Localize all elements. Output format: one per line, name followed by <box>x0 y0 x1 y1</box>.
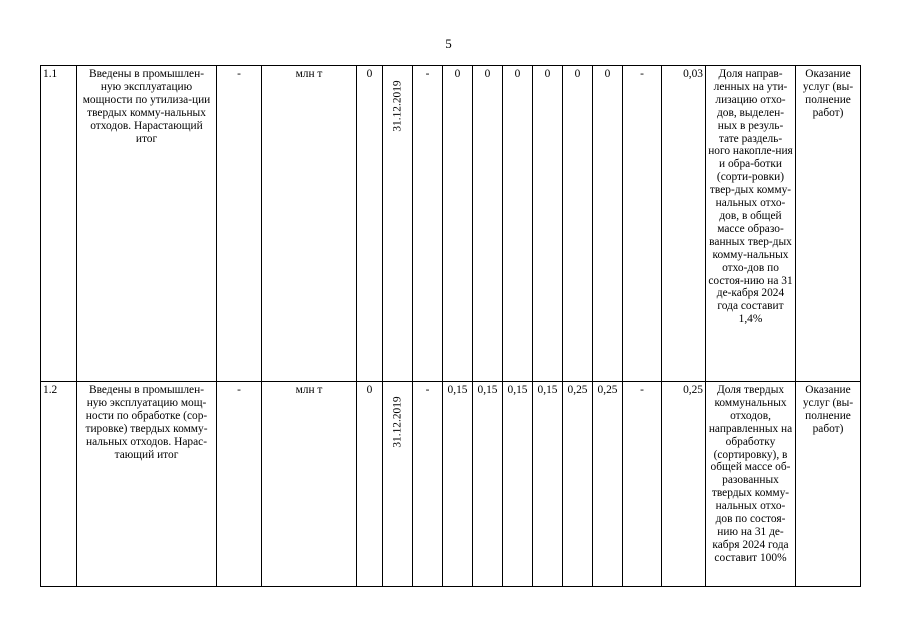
row-number: 1.2 <box>41 382 77 587</box>
row-number: 1.1 <box>41 66 77 382</box>
year-value: 0,15 <box>533 382 563 587</box>
year-value: 0,25 <box>563 382 593 587</box>
cell-dash: - <box>217 382 262 587</box>
cell-dash: - <box>217 66 262 382</box>
result-type: Оказание услуг (вы-полнение работ) <box>796 382 861 587</box>
base-value: 0 <box>357 66 383 382</box>
indicator-text: Доля направ-ленных на ути-лизацию отхо-дов, выделен-ных в резуль-тате раздель-ного накопле-ния и обра-ботки (сорти-ровки) твер-дых комму-нальных отхо-дов, в общей массе образо-ванных твер-дых комму-нальных отхо-дов по состоя-нию на 31 де-кабря 2024 года составит 1,4% <box>706 66 796 382</box>
year-value: 0,15 <box>473 382 503 587</box>
base-date-text: 31.12.2019 <box>391 80 404 132</box>
cell-dash: - <box>623 382 662 587</box>
base-date <box>383 66 413 382</box>
year-value: 0,25 <box>593 382 623 587</box>
base-date <box>383 382 413 587</box>
year-value: 0,15 <box>443 382 473 587</box>
base-value: 0 <box>357 382 383 587</box>
page-number: 5 <box>445 36 452 51</box>
result-type: Оказание услуг (вы-полнение работ) <box>796 66 861 382</box>
year-value: 0 <box>563 66 593 382</box>
target-value: 0,25 <box>662 382 706 587</box>
year-value: 0 <box>593 66 623 382</box>
table-row <box>41 382 861 587</box>
cell-dash: - <box>413 66 443 382</box>
cell-dash: - <box>623 66 662 382</box>
year-value: 0 <box>503 66 533 382</box>
year-value: 0 <box>473 66 503 382</box>
indicator-text: Доля твердых коммунальных отходов, направленных на обработку (сортировку), в общей массе об-разованных твердых комму-нальных отхо-дов по состоя-нию на 31 де-кабря 2024 года составит 100% <box>706 382 796 587</box>
cell-dash: - <box>413 382 443 587</box>
passport-table <box>40 65 861 587</box>
target-value: 0,03 <box>662 66 706 382</box>
unit: млн т <box>262 66 357 382</box>
base-date-text: 31.12.2019 <box>391 396 404 448</box>
unit: млн т <box>262 382 357 587</box>
year-value: 0 <box>443 66 473 382</box>
year-value: 0 <box>533 66 563 382</box>
result-name: Введены в промышлен-ную эксплуатацию мощ-ности по обработке (сор-тировке) твердых комму-нальных отходов. Нарас-тающий итог <box>77 382 217 587</box>
result-name: Введены в промышлен-ную эксплуатацию мощности по утилиза-ции твердых комму-нальных отходов. Нарастающий итог <box>77 66 217 382</box>
year-value: 0,15 <box>503 382 533 587</box>
table-row <box>41 66 861 382</box>
